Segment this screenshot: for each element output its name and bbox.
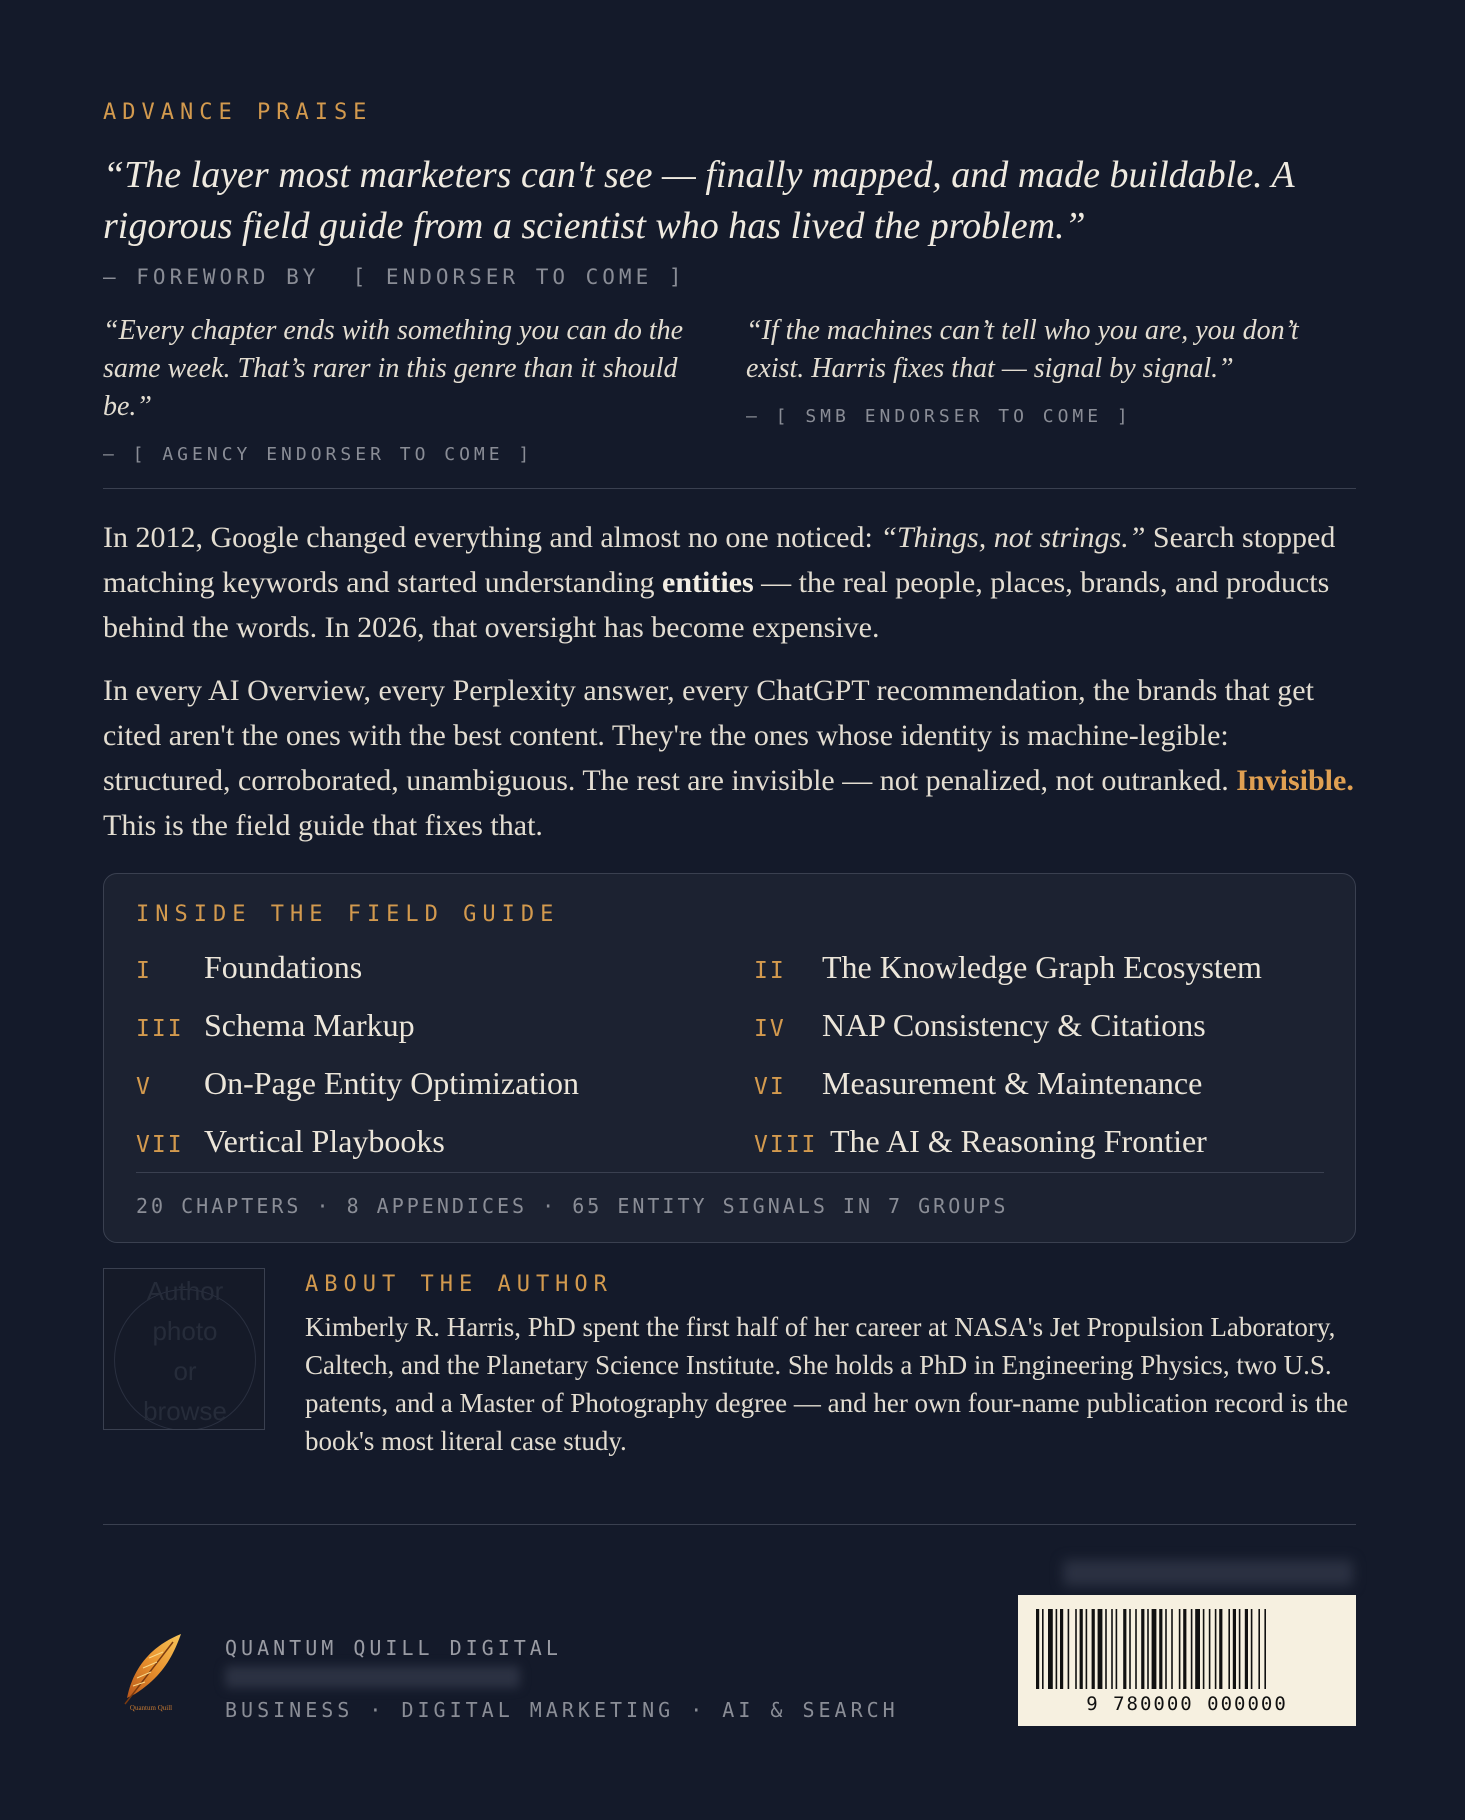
quote-right <box>746 312 1356 436</box>
toc-item <box>136 1065 579 1102</box>
body-text-span: — the real people, places, brands, and products behind the words. In 2026, that oversight has become expensive. <box>103 566 1330 644</box>
logo-text: Quantum Quill <box>129 1704 173 1712</box>
placeholder-line: or <box>173 1356 197 1386</box>
divider <box>103 488 1356 489</box>
body-paragraph-2 <box>103 668 1356 848</box>
body-accent: Invisible. <box>1236 764 1354 797</box>
toc-item <box>136 949 362 986</box>
author-bio: Kimberly R. Harris, PhD spent the first half of her career at NASA's Jet Propulsion Laboratory, Caltech, and the Planetary Science Institute. She holds a PhD in Engineering Physics, two U.S. patents, and a Master of Photography degree — and her own four-name publication record is the book's most literal case study. <box>305 1312 1349 1456</box>
blurred-price <box>1063 1560 1353 1586</box>
body-text-span: This is the field guide that fixes that. <box>103 809 543 842</box>
toc-footer: 20 CHAPTERS · 8 APPENDICES · 65 ENTITY SIGNALS IN 7 GROUPS <box>136 1194 1009 1218</box>
toc-title: NAP Consistency & Citations <box>822 1007 1206 1043</box>
author-eyebrow: ABOUT THE AUTHOR <box>305 1272 613 1297</box>
toc-title: Schema Markup <box>204 1007 415 1043</box>
main-attribution: — FOREWORD BY [ ENDORSER TO COME ] <box>103 265 686 289</box>
main-quote: “The layer most marketers can't see — finally mapped, and made buildable. A rigorous field guide from a scientist who has lived the problem.” <box>103 154 1294 247</box>
placeholder-line: browse <box>143 1396 227 1426</box>
barcode <box>1018 1595 1356 1726</box>
toc-number: IV <box>754 1016 786 1042</box>
barcode-bars <box>1036 1609 1338 1689</box>
toc-number: II <box>754 958 786 984</box>
publisher-name: QUANTUM QUILL DIGITAL <box>225 1636 562 1660</box>
toc-divider <box>136 1172 1324 1173</box>
placeholder-line: photo <box>152 1316 218 1346</box>
toc-item <box>136 1123 445 1160</box>
category-list: BUSINESS · DIGITAL MARKETING · AI & SEARCH <box>225 1698 899 1722</box>
quote-right-text: “If the machines can’t tell who you are, you don’t exist. Harris fixes that — signal by signal.” <box>746 315 1299 384</box>
placeholder-line: Author <box>146 1276 224 1306</box>
toc-title: Foundations <box>204 949 363 985</box>
toc-item <box>754 1007 1206 1044</box>
quote-left-text: “Every chapter ends with something you can do the same week. That’s rarer in this genre than it should be.” <box>103 315 684 422</box>
toc-title: On-Page Entity Optimization <box>204 1065 580 1101</box>
body-paragraph-1 <box>103 515 1356 650</box>
toc-number: III <box>136 1016 184 1042</box>
toc-title: Vertical Playbooks <box>204 1123 445 1159</box>
body-text <box>103 515 1356 866</box>
toc-title: Measurement & Maintenance <box>822 1065 1203 1101</box>
quote-left <box>103 312 713 474</box>
body-text-span: In 2012, Google changed everything and almost no one noticed: <box>103 521 881 554</box>
author-photo-placeholder[interactable] <box>103 1268 265 1430</box>
body-bold: entities <box>662 566 754 599</box>
toc-title: The AI & Reasoning Frontier <box>830 1123 1207 1159</box>
toc-item <box>754 1065 1202 1102</box>
photo-placeholder-text <box>104 1271 265 1430</box>
body-text-span: Search stopped matching keywords and started understanding <box>103 521 1336 599</box>
divider <box>103 1524 1356 1525</box>
isbn-number: 9 780000 000000 <box>1086 1693 1288 1715</box>
toc-eyebrow: INSIDE THE FIELD GUIDE <box>136 902 560 927</box>
toc-box <box>103 873 1356 1243</box>
toc-number: V <box>136 1074 152 1100</box>
attribution-left: — [ AGENCY ENDORSER TO COME ] <box>103 444 534 465</box>
toc-item <box>754 949 1262 986</box>
toc-item <box>136 1007 415 1044</box>
toc-item <box>754 1123 1207 1160</box>
blurred-text <box>225 1666 520 1688</box>
body-text-span: In every AI Overview, every Perplexity answer, every ChatGPT recommendation, the brands that get cited aren't the ones with the best content. They're the ones whose identity is machine-legible: structured, corroborated, unambiguous. The rest are invisible — not penalized, not outranked. <box>103 674 1314 797</box>
toc-number: I <box>136 958 152 984</box>
attribution-right: — [ SMB ENDORSER TO COME ] <box>746 406 1132 427</box>
body-quote: “Things, not strings.” <box>880 521 1146 554</box>
toc-number: VIII <box>754 1132 818 1158</box>
praise-eyebrow: ADVANCE PRAISE <box>103 100 373 125</box>
toc-number: VI <box>754 1074 786 1100</box>
toc-number: VII <box>136 1132 184 1158</box>
quill-feather-icon <box>111 1628 191 1718</box>
toc-title: The Knowledge Graph Ecosystem <box>822 949 1262 985</box>
